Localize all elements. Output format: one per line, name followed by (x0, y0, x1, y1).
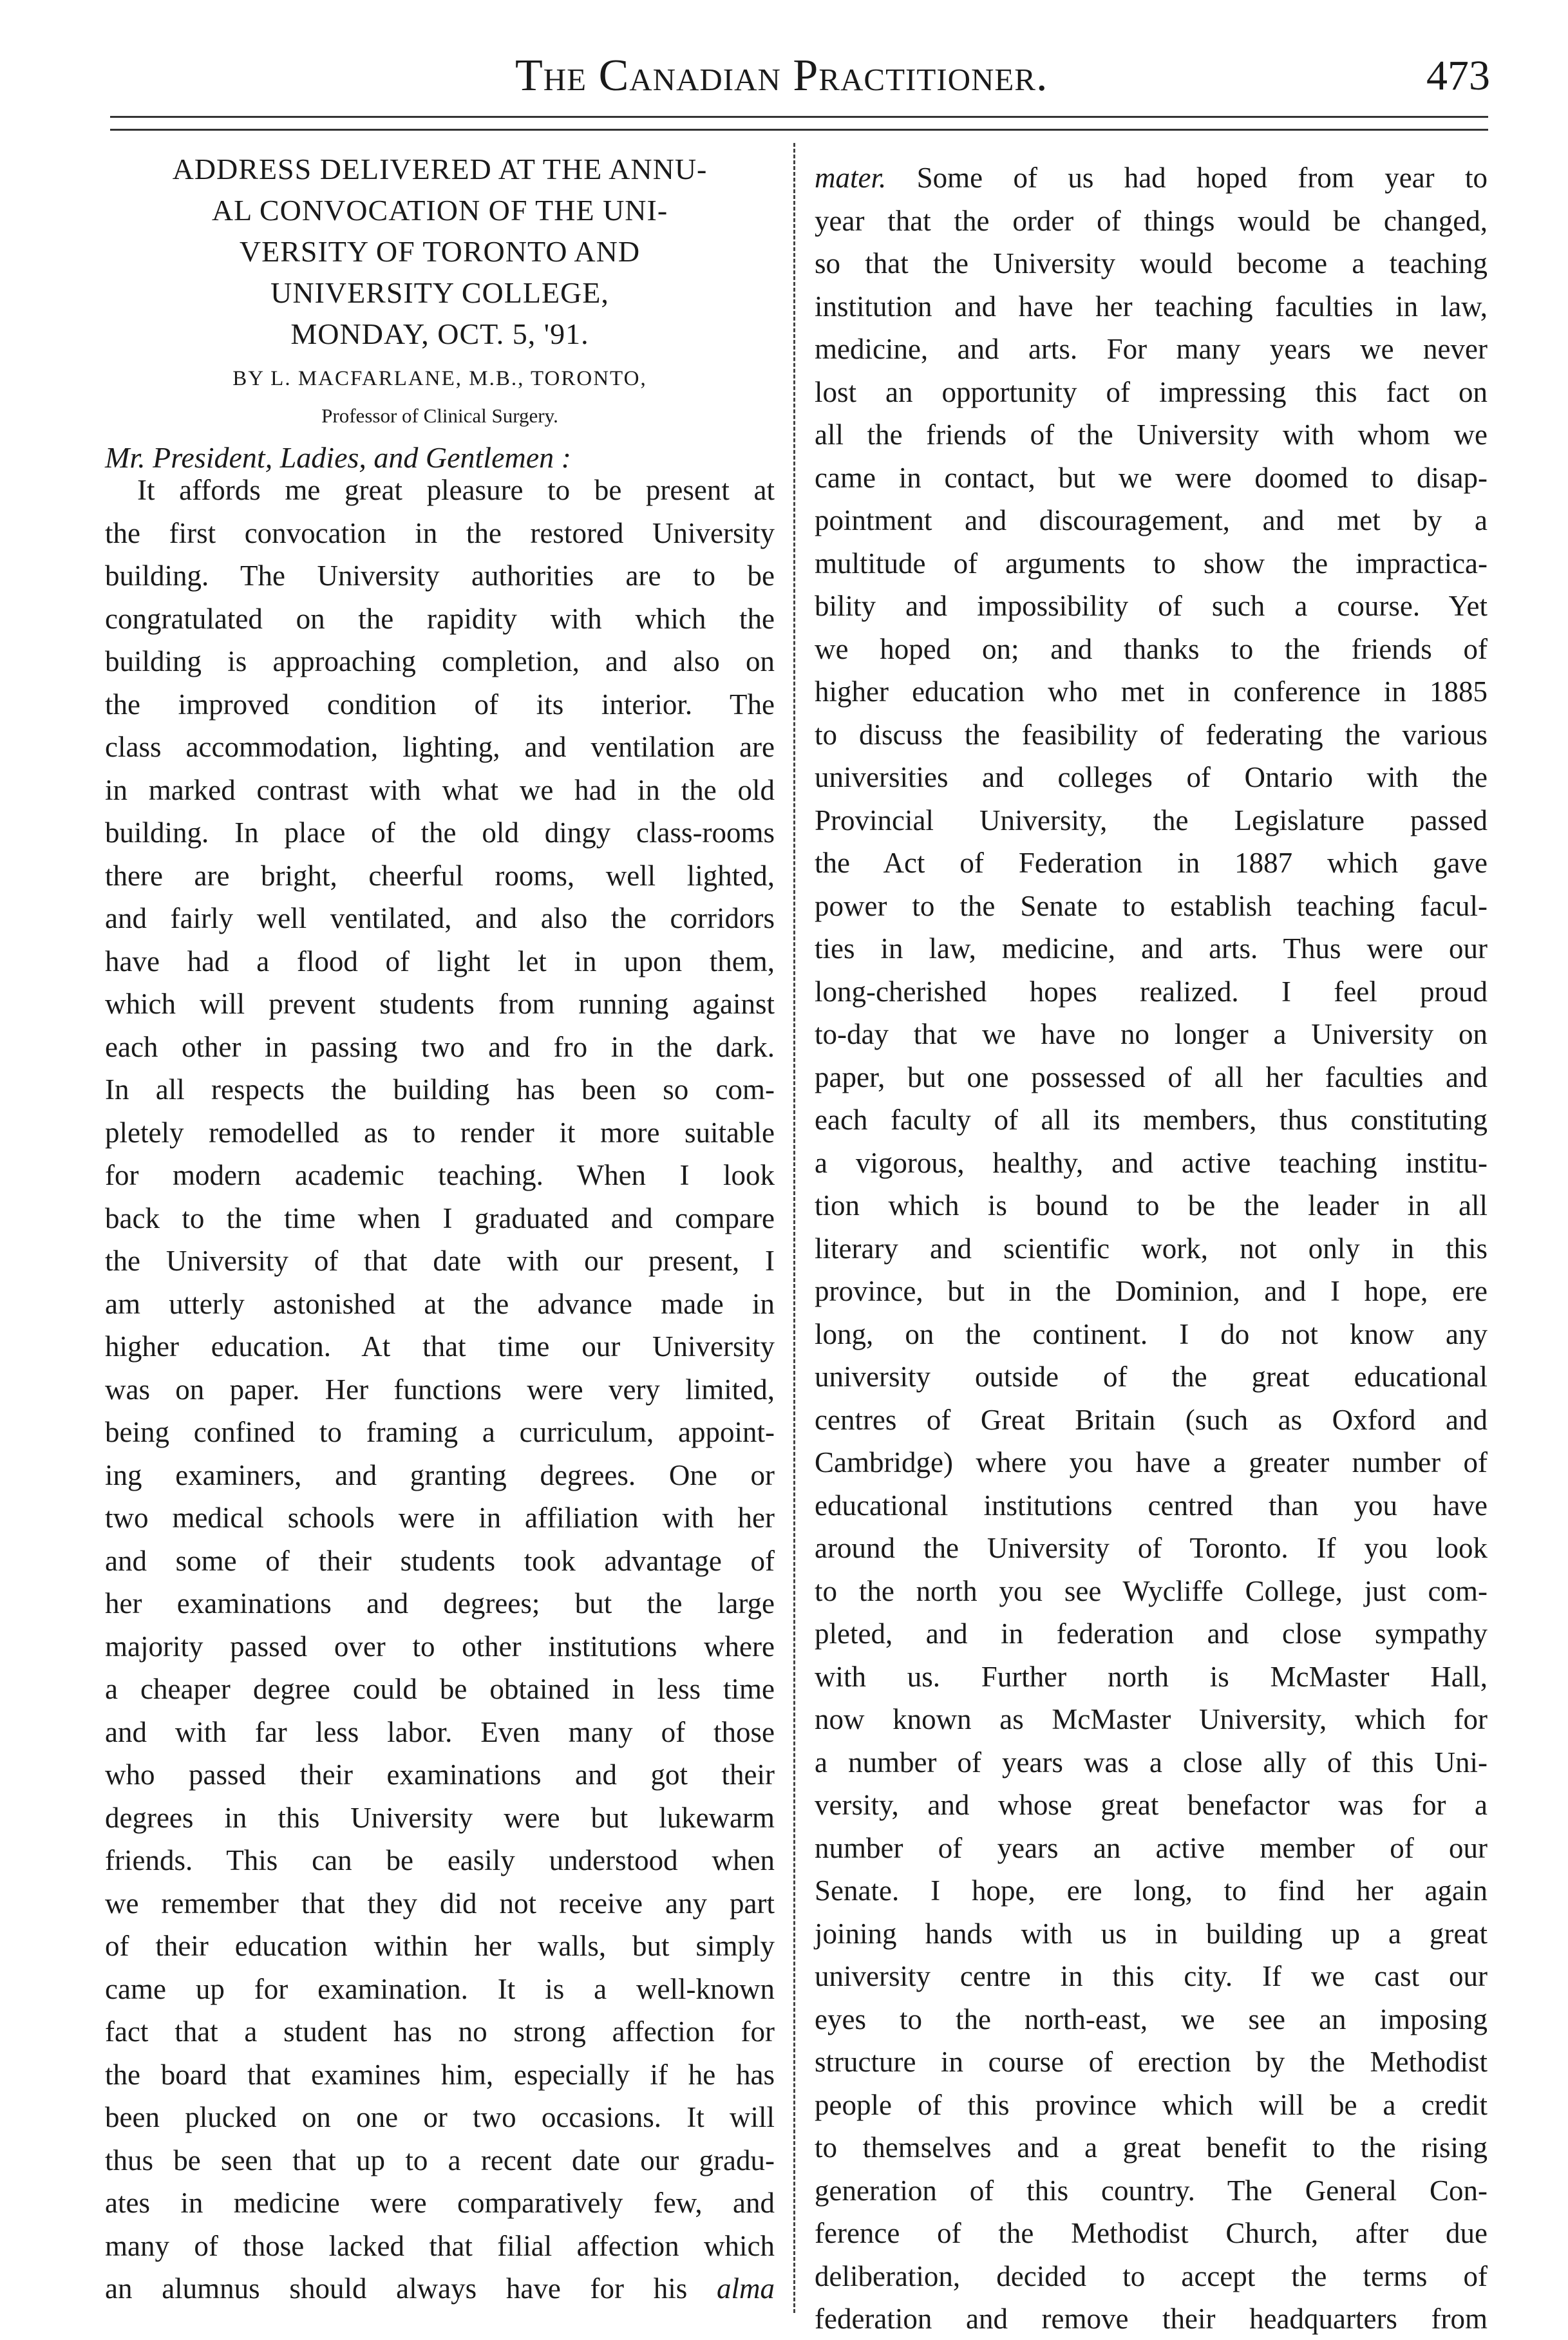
text-line (105, 897, 775, 939)
text-line (815, 413, 1488, 456)
text-line (105, 1283, 775, 1325)
text-line (105, 2053, 775, 2096)
header-rule (110, 129, 1488, 131)
heading-line: MONDAY, OCT. 5, '91. (290, 317, 589, 350)
article-byline: BY L. MACFARLANE, M.B., TORONTO, (232, 367, 647, 390)
text-line (815, 1355, 1488, 1398)
text-line (815, 2298, 1488, 2340)
text-line (815, 1484, 1488, 1527)
text-line (105, 1925, 775, 1967)
line-text: educational institutions centred than you have (815, 1489, 1488, 1522)
line-text: am utterly astonished at the advance made in (105, 1287, 775, 1320)
line-text: a number of years was a close ally of this Uni- (815, 1746, 1488, 1779)
line-text: ties in law, medicine, and arts. Thus were our (815, 932, 1488, 965)
text-line (815, 670, 1488, 713)
line-text: higher education who met in conference in 1885 (815, 675, 1488, 708)
text-line (105, 1240, 775, 1282)
line-text: of their education within her walls, but simply (105, 1930, 775, 1962)
text-line (105, 683, 775, 726)
line-text: ference of the Methodist Church, after due (815, 2217, 1488, 2249)
text-line (105, 1882, 775, 1925)
text-line (815, 970, 1488, 1013)
line-text: generation of this country. The General Con- (815, 2174, 1488, 2207)
text-line (815, 2084, 1488, 2126)
text-line (815, 1741, 1488, 1784)
line-text: been plucked on one or two occasions. It will (105, 2101, 775, 2133)
text-line (815, 200, 1488, 242)
text-line (815, 885, 1488, 927)
text-line (105, 1797, 775, 1839)
line-text: power to the Senate to establish teaching facul- (815, 889, 1488, 922)
line-text: in marked contrast with what we had in the old (105, 773, 775, 806)
text-line (815, 1142, 1488, 1184)
text-line (105, 1668, 775, 1710)
line-text: structure in course of erection by the Methodist (815, 2046, 1488, 2078)
text-line (105, 940, 775, 983)
text-line (815, 2041, 1488, 2083)
line-text: It affords me great pleasure to be present at (137, 474, 775, 506)
line-text: centres of Great Britain (such as Oxford and (815, 1403, 1488, 1436)
text-line (815, 713, 1488, 756)
text-line (105, 2225, 775, 2267)
line-text: the first convocation in the restored University (105, 516, 775, 549)
text-line (815, 1099, 1488, 1141)
line-text: we hoped on; and thanks to the friends of (815, 632, 1488, 665)
line-text: was on paper. Her functions were very limited, (105, 1373, 775, 1406)
line-text: friends. This can be easily understood when (105, 1844, 775, 1876)
line-text: building is approaching completion, and also on (105, 645, 775, 677)
text-line (815, 1570, 1488, 1612)
text-line (815, 927, 1488, 970)
text-line (105, 640, 775, 683)
line-text: with us. Further north is McMaster Hall, (815, 1660, 1488, 1693)
text-line (105, 1454, 775, 1496)
line-text: universities and colleges of Ontario with the (815, 761, 1488, 793)
text-line (815, 1612, 1488, 1655)
text-line (815, 1955, 1488, 1997)
text-line (815, 1270, 1488, 1312)
line-text: building. The University authorities are to be (105, 560, 775, 592)
line-text: each faculty of all its members, thus constituting (815, 1104, 1488, 1136)
text-line (815, 756, 1488, 798)
heading-line: UNIVERSITY COLLEGE, (270, 276, 609, 309)
text-line (815, 2255, 1488, 2298)
text-line (105, 854, 775, 897)
text-line (105, 1368, 775, 1411)
line-text: Some of us had hoped from year to (886, 162, 1488, 194)
text-line (815, 1227, 1488, 1270)
line-text: so that the University would become a teaching (815, 247, 1488, 279)
line-text: came in contact, but we were doomed to disap- (815, 461, 1488, 494)
line-text: higher education. At that time our University (105, 1330, 775, 1363)
text-line (815, 1912, 1488, 1955)
line-text: pointment and discouragement, and met by a (815, 504, 1488, 536)
text-line (815, 1184, 1488, 1227)
line-text: fact that a student has no strong affection for (105, 2015, 775, 2048)
line-text: number of years an active member of our (815, 1831, 1488, 1864)
author-title: Professor of Clinical Surgery. (321, 404, 558, 427)
text-line (105, 554, 775, 597)
line-text: and some of their students took advantage of (105, 1544, 775, 1577)
text-line (815, 1013, 1488, 1055)
text-line (105, 1068, 775, 1111)
text-line (815, 1656, 1488, 1698)
line-text: to-day that we have no longer a University on (815, 1018, 1488, 1050)
header-rule (110, 116, 1488, 118)
text-line (815, 499, 1488, 542)
text-line (105, 1753, 775, 1796)
text-line (815, 842, 1488, 884)
line-text: degrees in this University were but lukewarm (105, 1801, 775, 1834)
page-number: 473 (1426, 52, 1490, 99)
text-line (815, 1869, 1488, 1912)
text-line (105, 1839, 775, 1882)
line-text: In all respects the building has been so com- (105, 1073, 775, 1106)
italic-text: mater. (815, 162, 887, 194)
line-text: who passed their examinations and got their (105, 1759, 775, 1791)
text-line (815, 2212, 1488, 2254)
text-line (105, 2010, 775, 2053)
text-line (105, 2182, 775, 2224)
heading-line: VERSITY OF TORONTO AND (239, 235, 641, 268)
line-text: majority passed over to other institutions where (105, 1630, 775, 1663)
text-line (105, 1411, 775, 1453)
line-text: people of this province which will be a credit (815, 2088, 1488, 2121)
line-text: paper, but one possessed of all her faculties and (815, 1061, 1488, 1093)
text-line (105, 1625, 775, 1668)
line-text: being confined to framing a curriculum, appoint- (105, 1416, 775, 1448)
text-line (105, 1111, 775, 1154)
line-text: the board that examines him, especially if he has (105, 2058, 775, 2091)
line-text: we remember that they did not receive any part (105, 1887, 775, 1920)
line-text: many of those lacked that filial affection which (105, 2229, 775, 2262)
text-line (815, 2126, 1488, 2169)
text-line (105, 1197, 775, 1240)
text-line (815, 1998, 1488, 2041)
line-text: to themselves and a great benefit to the rising (815, 2131, 1488, 2164)
text-line (815, 1056, 1488, 1099)
text-line (105, 512, 775, 554)
text-line (815, 371, 1488, 413)
line-text: two medical schools were in affiliation with her (105, 1502, 775, 1534)
text-line (815, 799, 1488, 842)
line-text: pleted, and in federation and close sympathy (815, 1618, 1488, 1650)
line-text: long-cherished hopes realized. I feel proud (815, 975, 1488, 1008)
text-line (137, 469, 775, 511)
text-line (105, 811, 775, 854)
text-line (815, 628, 1488, 670)
line-text: year that the order of things would be changed, (815, 204, 1488, 237)
line-text: versity, and whose great benefactor was for a (815, 1789, 1488, 1821)
line-text: ates in medicine were comparatively few, and (105, 2187, 775, 2219)
line-text: congratulated on the rapidity with which the (105, 602, 775, 635)
text-line (815, 457, 1488, 499)
running-title: The Canadian Practitioner. (515, 51, 1048, 100)
line-text: to discuss the feasibility of federating the various (815, 718, 1488, 751)
line-text: which will prevent students from running against (105, 988, 775, 1020)
line-text: long, on the continent. I do not know any (815, 1317, 1488, 1350)
text-line (815, 285, 1488, 328)
italic-text: alma (717, 2272, 775, 2305)
text-line (105, 2096, 775, 2138)
text-line (105, 1496, 775, 1539)
line-text: an alumnus should always have for his (105, 2272, 717, 2305)
text-line (815, 542, 1488, 585)
text-line (105, 1711, 775, 1753)
line-text: her examinations and degrees; but the large (105, 1587, 775, 1619)
line-text: building. In place of the old dingy class-rooms (105, 816, 775, 849)
text-line (105, 1582, 775, 1625)
line-text: the University of that date with our present, I (105, 1245, 775, 1277)
line-text: around the University of Toronto. If you look (815, 1532, 1488, 1564)
line-text: there are bright, cheerful rooms, well lighted, (105, 859, 775, 892)
text-line (815, 1441, 1488, 1484)
line-text: now known as McMaster University, which for (815, 1703, 1488, 1735)
text-line (815, 1399, 1488, 1441)
line-text: pletely remodelled as to render it more suitable (105, 1116, 775, 1149)
line-text: class accommodation, lighting, and ventilation are (105, 731, 775, 763)
text-line (105, 1325, 775, 1368)
text-line (815, 1784, 1488, 1826)
line-text: multitude of arguments to show the impractica- (815, 547, 1488, 580)
line-text: tion which is bound to be the leader in all (815, 1189, 1488, 1222)
line-text: literary and scientific work, not only in this (815, 1232, 1488, 1265)
text-line (105, 769, 775, 811)
line-text: and with far less labor. Even many of those (105, 1715, 775, 1748)
line-text: university centre in this city. If we cast our (815, 1960, 1488, 1992)
article-heading (105, 149, 775, 355)
text-line (105, 1968, 775, 2010)
text-line (105, 1540, 775, 1582)
text-line (105, 2139, 775, 2182)
line-text: a vigorous, healthy, and active teaching institu- (815, 1146, 1488, 1179)
line-text: and fairly well ventilated, and also the corridors (105, 902, 775, 934)
line-text: lost an opportunity of impressing this fact on (815, 375, 1488, 408)
line-text: Senate. I hope, ere long, to find her again (815, 1874, 1488, 1907)
line-text: joining hands with us in building up a great (815, 1917, 1488, 1950)
line-text: for modern academic teaching. When I look (105, 1159, 775, 1191)
line-text: the improved condition of its interior. The (105, 688, 775, 721)
line-text: a cheaper degree could be obtained in less time (105, 1673, 775, 1705)
text-line (105, 598, 775, 640)
heading-line: ADDRESS DELIVERED AT THE ANNU- (172, 153, 708, 185)
text-line (105, 1026, 775, 1068)
line-text: to the north you see Wycliffe College, just com- (815, 1574, 1488, 1607)
line-text: province, but in the Dominion, and I hope, ere (815, 1275, 1488, 1307)
text-line (815, 1313, 1488, 1355)
text-line (815, 328, 1488, 370)
line-text: federation and remove their headquarters from (815, 2303, 1488, 2335)
line-text: thus be seen that up to a recent date our gradu- (105, 2144, 775, 2176)
line-text: back to the time when I graduated and compare (105, 1202, 775, 1234)
line-text: have had a flood of light let in upon them, (105, 945, 775, 977)
text-line (815, 1527, 1488, 1569)
line-text: all the friends of the University with whom we (815, 419, 1488, 451)
text-line (815, 156, 1488, 199)
line-text: Cambridge) where you have a greater number of (815, 1446, 1488, 1478)
text-line (105, 1154, 775, 1196)
column-divider (793, 143, 795, 2313)
line-text: came up for examination. It is a well-known (105, 1972, 775, 2005)
line-text: each other in passing two and fro in the dark. (105, 1030, 775, 1063)
text-line (105, 983, 775, 1025)
text-line (815, 242, 1488, 285)
text-line (105, 726, 775, 768)
line-text: institution and have her teaching faculties in law, (815, 290, 1488, 323)
text-line (815, 585, 1488, 627)
line-text: Provincial University, the Legislature passed (815, 804, 1488, 836)
text-line (815, 1698, 1488, 1741)
text-line (105, 2267, 775, 2310)
text-line (815, 1827, 1488, 1869)
salutation: Mr. President, Ladies, and Gentlemen : (105, 441, 571, 474)
text-line (815, 2169, 1488, 2212)
line-text: medicine, and arts. For many years we never (815, 333, 1488, 365)
line-text: university outside of the great educational (815, 1361, 1488, 1393)
line-text: eyes to the north-east, we see an imposing (815, 2003, 1488, 2035)
line-text: ing examiners, and granting degrees. One or (105, 1458, 775, 1491)
line-text: bility and impossibility of such a course. Yet (815, 590, 1488, 622)
heading-line: AL CONVOCATION OF THE UNI- (211, 194, 668, 227)
line-text: deliberation, decided to accept the terms of (815, 2260, 1488, 2292)
line-text: the Act of Federation in 1887 which gave (815, 847, 1488, 879)
